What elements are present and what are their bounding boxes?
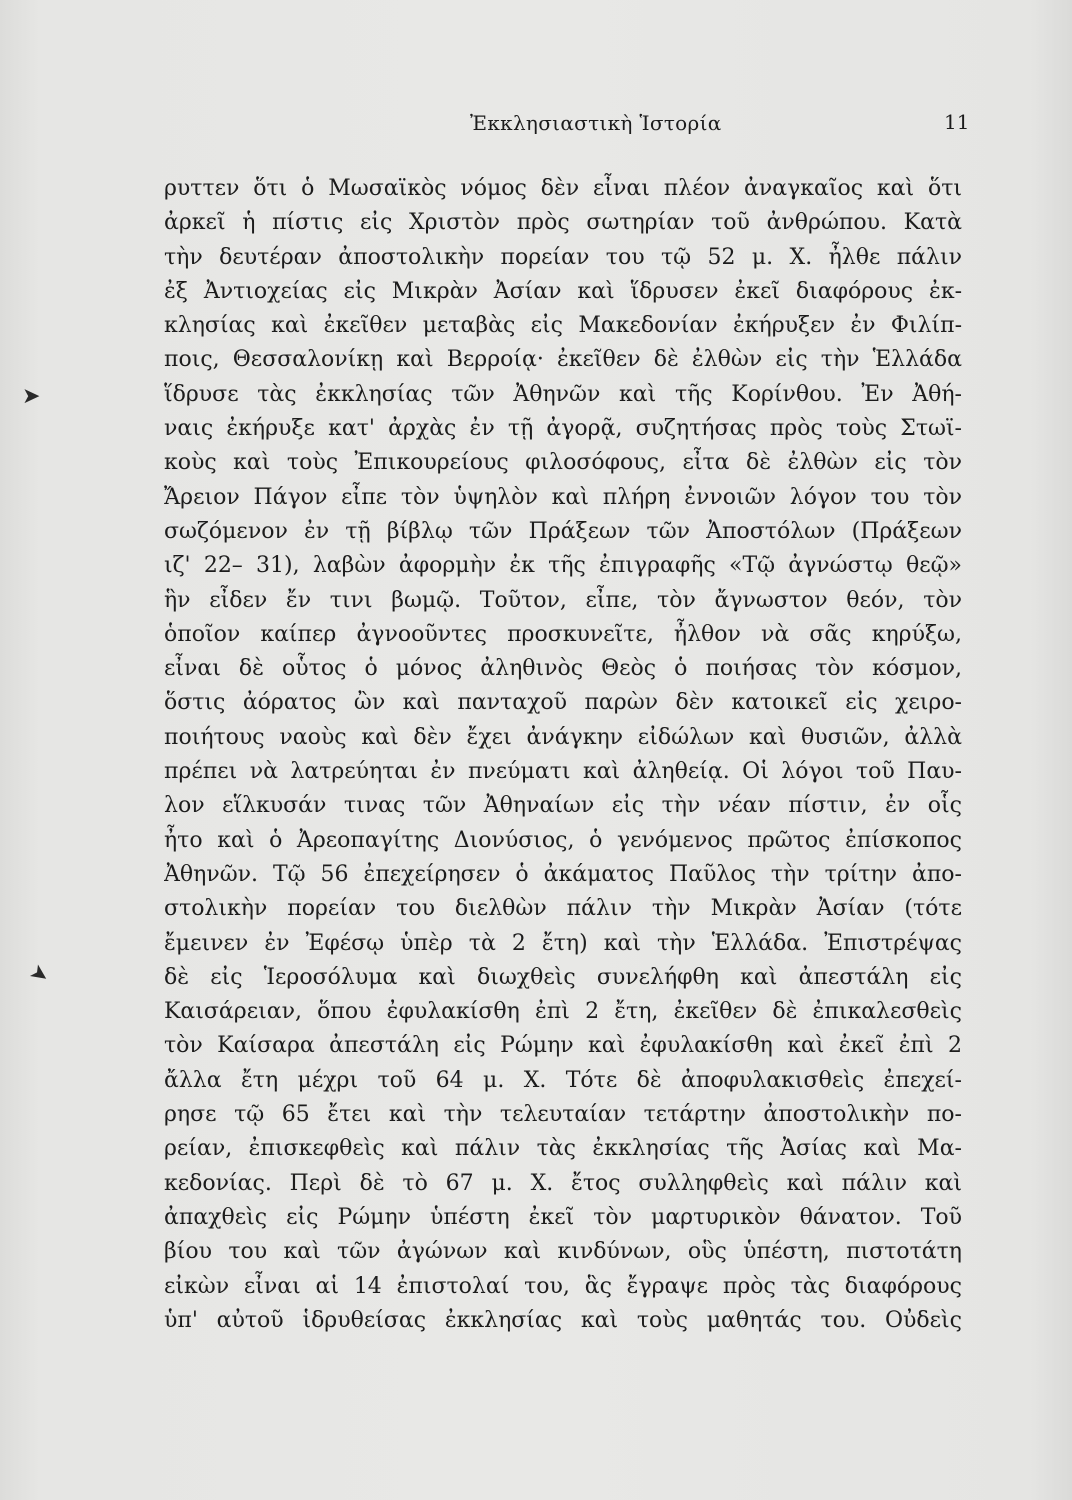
text-line: ἔμεινεν ἐν Ἐφέσῳ ὑπὲρ τὰ 2 ἔτη) καὶ τὴν Ἑλλάδα. Ἐπιστρέψας bbox=[164, 930, 962, 956]
text-line: δὲ εἰς Ἱεροσόλυμα καὶ διωχθεὶς συνελήφθη καὶ ἀπεστάλη εἰς bbox=[164, 964, 962, 990]
margin-arrow-mark-icon: ➤ bbox=[24, 958, 54, 991]
text-line: κλησίας καὶ ἐκεῖθεν μεταβὰς εἰς Μακεδονίαν ἐκήρυξεν ἐν Φιλίπ- bbox=[164, 313, 962, 339]
text-line: κοὺς καὶ τοὺς Ἐπικουρείους φιλοσόφους, εἶτα δὲ ἐλθὼν εἰς τὸν bbox=[164, 450, 962, 476]
running-title: Ἐκκλησιαστικὴ Ἱστορία bbox=[470, 111, 722, 135]
text-line: ποιήτους ναοὺς καὶ δὲν ἔχει ἀνάγκην εἰδώλων καὶ θυσιῶν, ἀλλὰ bbox=[164, 724, 962, 750]
text-line: ἦτο καὶ ὁ Ἀρεοπαγίτης Διονύσιος, ὁ γενόμενος πρῶτος ἐπίσκοπος bbox=[164, 827, 962, 853]
text-line: κεδονίας. Περὶ δὲ τὸ 67 μ. Χ. ἔτος συλληφθεὶς καὶ πάλιν καὶ bbox=[164, 1170, 962, 1196]
text-line: ιζ' 22– 31), λαβὼν ἀφορμὴν ἐκ τῆς ἐπιγραφῆς «Τῷ ἀγνώστῳ θεῷ» bbox=[164, 553, 962, 579]
text-line: ὁποῖον καίπερ ἀγνοοῦντες προσκυνεῖτε, ἦλθον νὰ σᾶς κηρύξω, bbox=[164, 621, 962, 647]
text-line: τὸν Καίσαρα ἀπεστάλη εἰς Ρώμην καὶ ἐφυλακίσθη καὶ ἐκεῖ ἐπὶ 2 bbox=[164, 1033, 962, 1059]
text-line: στολικὴν πορείαν του διελθὼν πάλιν τὴν Μικρὰν Ἀσίαν (τότε bbox=[164, 896, 962, 922]
text-line: ἀπαχθεὶς εἰς Ρώμην ὑπέστη ἐκεῖ τὸν μαρτυρικὸν θάνατον. Τοῦ bbox=[164, 1204, 962, 1230]
text-line: ρυττεν ὅτι ὁ Μωσαϊκὸς νόμος δὲν εἶναι πλέον ἀναγκαῖος καὶ ὅτι bbox=[164, 176, 962, 201]
text-line: ποις, Θεσσαλονίκῃ καὶ Βερροίᾳ· ἐκεῖθεν δὲ ἐλθὼν εἰς τὴν Ἑλλάδα bbox=[164, 347, 962, 373]
text-line: ναις ἐκήρυξε κατ' ἀρχὰς ἐν τῇ ἀγορᾷ, συζητήσας πρὸς τοὺς Στωϊ- bbox=[164, 416, 962, 442]
text-line: ρείαν, ἐπισκεφθεὶς καὶ πάλιν τὰς ἐκκλησίας τῆς Ἀσίας καὶ Μα- bbox=[164, 1136, 962, 1162]
text-line: τὴν δευτέραν ἀποστολικὴν πορείαν του τῷ 52 μ. Χ. ἦλθε πάλιν bbox=[164, 244, 962, 270]
text-line: Ἄρειον Πάγον εἶπε τὸν ὑψηλὸν καὶ πλήρη ἐννοιῶν λόγον του τὸν bbox=[164, 484, 962, 510]
margin-arrow-mark-icon: ➤ bbox=[22, 384, 41, 409]
text-line: εἶναι δὲ οὗτος ὁ μόνος ἀληθινὸς Θεὸς ὁ ποιήσας τὸν κόσμον, bbox=[164, 656, 962, 682]
text-line: ἵδρυσε τὰς ἐκκλησίας τῶν Ἀθηνῶν καὶ τῆς Κορίνθου. Ἐν Ἀθή- bbox=[164, 381, 962, 407]
text-line: ἣν εἶδεν ἔν τινι βωμῷ. Τοῦτον, εἶπε, τὸν ἄγνωστον θεόν, τὸν bbox=[164, 587, 962, 613]
body-text bbox=[164, 172, 962, 1338]
text-line: βίου του καὶ τῶν ἀγώνων καὶ κινδύνων, οὓς ὑπέστη, πιστοτάτη bbox=[164, 1239, 962, 1265]
text-line: Ἀθηνῶν. Τῷ 56 ἐπεχείρησεν ὁ ἀκάματος Παῦλος τὴν τρίτην ἀπο- bbox=[164, 861, 962, 887]
text-line: ρησε τῷ 65 ἔτει καὶ τὴν τελευταίαν τετάρτην ἀποστολικὴν πο- bbox=[164, 1102, 962, 1128]
text-line: ἀρκεῖ ἡ πίστις εἰς Χριστὸν πρὸς σωτηρίαν τοῦ ἀνθρώπου. Κατὰ bbox=[164, 210, 962, 236]
text-line: Καισάρειαν, ὅπου ἐφυλακίσθη ἐπὶ 2 ἔτη, ἐκεῖθεν δὲ ἐπικαλεσθεὶς bbox=[164, 999, 962, 1025]
text-line: ὅστις ἀόρατος ὢν καὶ πανταχοῦ παρὼν δὲν κατοικεῖ εἰς χειρο- bbox=[164, 690, 962, 716]
text-line: ἐξ Ἀντιοχείας εἰς Μικρὰν Ἀσίαν καὶ ἵδρυσεν ἐκεῖ διαφόρους ἐκ- bbox=[164, 278, 962, 304]
text-line: ὑπ' αὐτοῦ ἱδρυθείσας ἐκκλησίας καὶ τοὺς μαθητάς του. Οὐδεὶς bbox=[164, 1307, 962, 1333]
text-line: σωζόμενον ἐν τῇ βίβλῳ τῶν Πράξεων τῶν Ἀποστόλων (Πράξεων bbox=[164, 518, 962, 544]
text-line: πρέπει νὰ λατρεύηται ἐν πνεύματι καὶ ἀληθείᾳ. Οἱ λόγοι τοῦ Παυ- bbox=[164, 759, 962, 785]
text-line: εἰκὼν εἶναι αἱ 14 ἐπιστολαί του, ἃς ἔγραψε πρὸς τὰς διαφόρους bbox=[164, 1273, 962, 1299]
text-line: λον εἵλκυσάν τινας τῶν Ἀθηναίων εἰς τὴν νέαν πίστιν, ἐν οἷς bbox=[164, 793, 962, 819]
text-line: ἄλλα ἔτη μέχρι τοῦ 64 μ. Χ. Τότε δὲ ἀποφυλακισθεὶς ἐπεχεί- bbox=[164, 1067, 962, 1093]
page-number: 11 bbox=[944, 110, 970, 134]
